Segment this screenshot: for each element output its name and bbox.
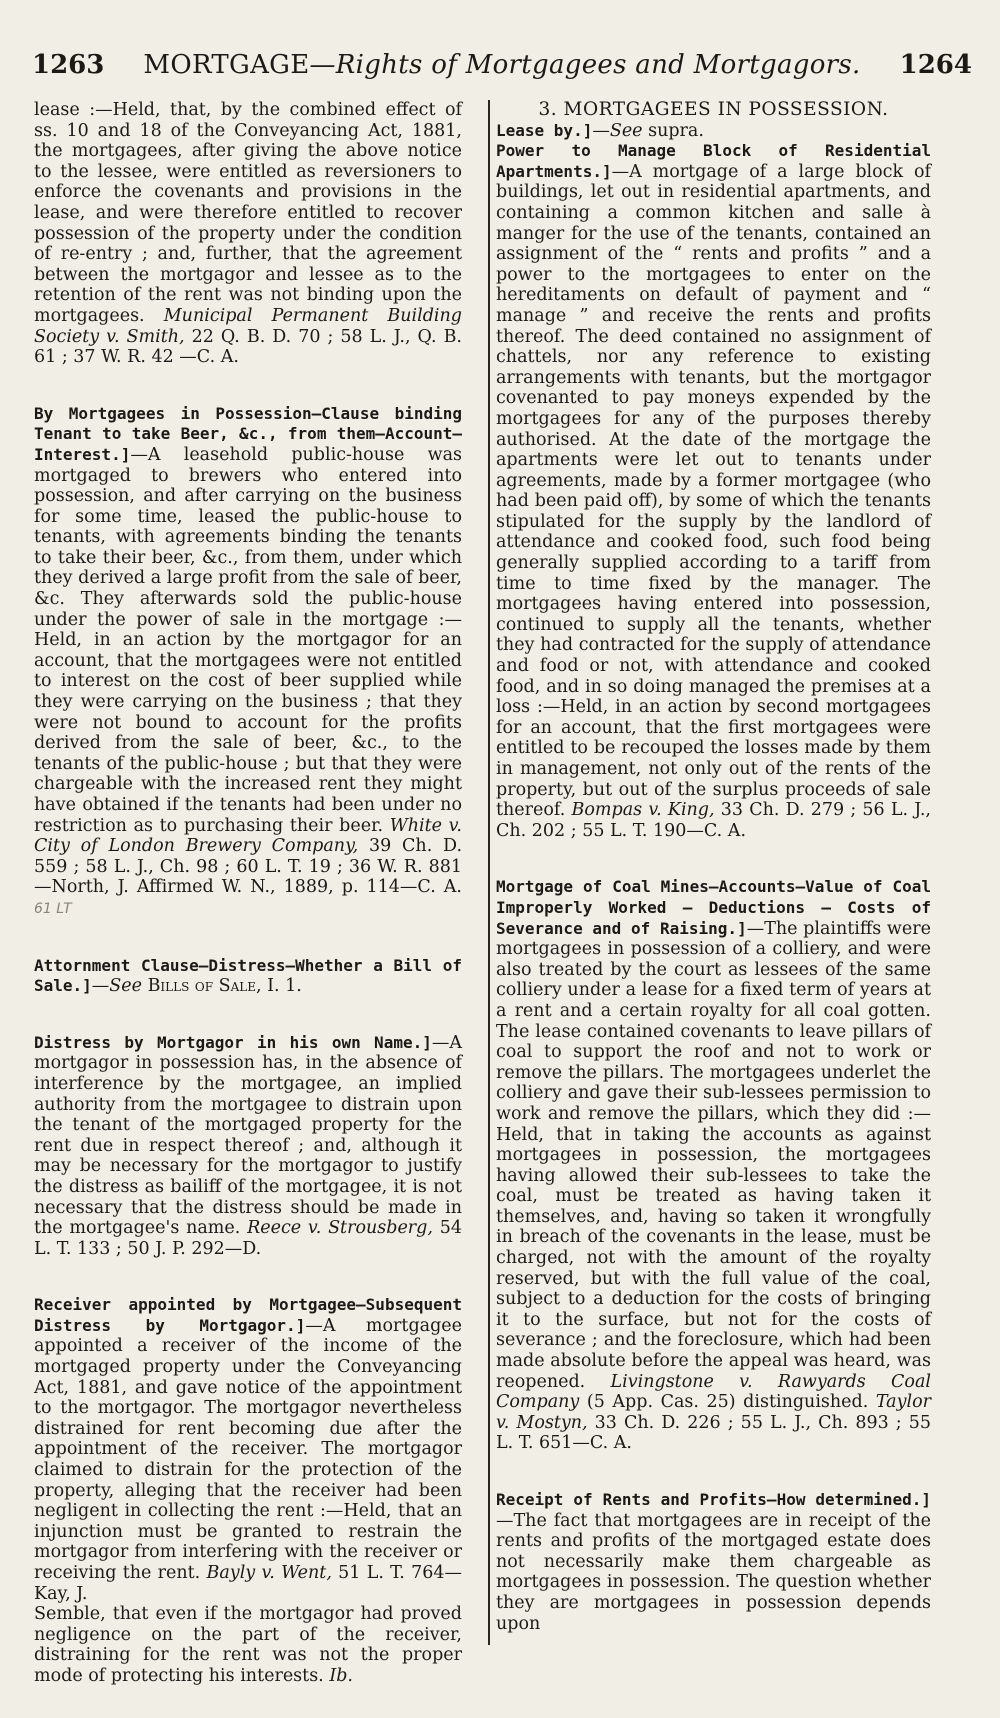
case-name: Livingstone v. Rawyards Coal Company — [496, 1371, 931, 1413]
entry-receipt-of-rents — [496, 1490, 931, 1634]
entry-body: —A mortgagee appointed a receiver of the income of the mortgaged property under the Conveyancing Act, 1881, and gave notice of the appointment to the mortgagor. The mortgagor nevertheless distrained for rent becoming due after the appointment of the receiver. The mortgagor claimed to distrain for the protection of the property, alleging that the receiver had been negligent in collecting the rent :—Held, that an injunction must be granted to restrain the mortgagor from interfering with the receiver or receiving the rent. — [34, 1315, 462, 1583]
citation: 33 Ch. D. 226 ; 55 L. J., Ch. 893 ; 55 L. T. 651—C. A. — [496, 1412, 932, 1454]
entry-heading: Receiver appointed by Mortgagee—Subsequent Distress by Mortgagor.] — [34, 1295, 462, 1335]
entry-body: —A mortgagor in possession has, in the absence of interference by the mortgagee, an implied authority from the mortgagee to distrain upon the tenant of the mortgaged property for the rent due in respect thereof ; and, although it may be necessary for the mortgagor to justify the distress as bailiff of the mortgagee, it is not necessary that the distress should be made in the mortgagee's name. — [34, 1032, 462, 1239]
entry-heading: Distress by Mortgagor in his own Name.] — [34, 1032, 432, 1052]
citation: 51 L. T. 764—Kay, J. — [34, 1563, 462, 1604]
running-title — [143, 50, 860, 80]
entry-semble — [34, 1604, 462, 1686]
page-header — [32, 50, 972, 94]
see-label: —See — [91, 976, 142, 997]
citation: 22 Q. B. D. 70 ; 58 L. J., Q. B. 61 ; 37 W. R. 42 —C. A. — [34, 326, 462, 368]
entry-heading: By Mortgagees in Possession—Clause binding Tenant to take Beer, &c., from them—Account—Interest.] — [34, 403, 462, 464]
entry-lease-by — [496, 121, 931, 142]
citation: 54 L. T. 133 ; 50 J. P. 292—D. — [34, 1218, 462, 1259]
handwritten-note: 61 LT — [34, 900, 72, 917]
citation: (5 App. Cas. 25) distinguished. — [579, 1392, 876, 1413]
entry-body: —The fact that mortgagees are in receipt of the rents and profits of the mortgaged estate does not necessarily make them chargeable as mortgagees in possession. The question whether they are mortgagees in possession depends upon — [496, 1510, 931, 1634]
see-label: —See — [592, 120, 643, 141]
case-name: Bayly v. Went, — [206, 1563, 332, 1583]
entry-heading: Power to Manage Block of Residential Apartments.] — [496, 141, 931, 181]
case-name: Municipal Permanent Building Society v. Smith, — [34, 305, 462, 347]
section-heading: 3. MORTGAGEES IN POSSESSION. — [538, 99, 889, 120]
right-page-number: 1264 — [899, 50, 972, 80]
entry-heading: Mortgage of Coal Mines—Accounts—Value of Coal Improperly Worked — Deductions — Costs of Severance and of Raising.] — [496, 877, 931, 938]
entry-heading: Lease by.] — [496, 120, 593, 140]
entry-receiver — [34, 1295, 462, 1604]
entry-heading: Receipt of Rents and Profits—How determined.] — [496, 1490, 931, 1509]
entry-body: —The plaintiffs were mortgagees in possession of a colliery, and were also treated by the court as lessees of the same colliery under a lease for a fixed term of years at a rent and a certain royalty for all coal gotten. The lease contained covenants to leave pillars of coal to support the roof and not to work or remove the pillars. The mortgagees underlet the colliery and gave their sub-lessees permission to work and remove the pillars, which they did :—Held, that in taking the accounts as against mortgagees in possession, the mortgagees having allowed their sub-lessees to take the coal, must be treated as having taken it themselves, and, having so taken it wrongfully in breach of the covenants in the lease, must be charged, not with the amount of the royalty reserved, but with the full value of the coal, subject to a deduction for the costs of bringing it to the surface, but not for the costs of severance ; and the foreclosure, which had been made absolute before the appeal was heard, was reopened. — [496, 918, 931, 1392]
column-divider — [488, 100, 490, 1645]
semble-text: Semble, that even if the mortgagor had proved negligence on the part of the receiver, distraining for the rent was not the proper mode of protecting his interests. — [34, 1604, 462, 1686]
right-column — [496, 100, 931, 1634]
running-title-main: MORTGAGE — [143, 50, 310, 80]
citation: 39 Ch. D. 559 ; 58 L. J., Ch. 98 ; 60 L. T. 19 ; 36 W. R. 881—North, J. Affirmed W. N., 1889, p. 114—C. A. — [34, 836, 463, 898]
case-name: Bompas v. King, — [571, 800, 715, 821]
cross-reference: supra. — [642, 120, 704, 141]
entry-body: —A leasehold public-house was mortgaged to brewers who entered into possession, and after carrying on the business for some time, leased the public-house to tenants, with agreements binding the tenants to take their beer, &c., from them, under which they derived a large profit from the sale of beer, &c. They afterwards sold the public-house under the power of sale in the mortgage :—Held, in an action by the mortgagor for an account, that the mortgagees were not entitled to interest on the cost of beer supplied while they were carrying on the business ; that they were not bound to account for the profits derived from the sale of beer, &c., to the tenants of the public-house ; but that they were chargeable with the increased rent they might have obtained if the tenants had been under no restriction as to purchasing their beer. — [34, 444, 462, 836]
ibid: Ib. — [329, 1665, 353, 1686]
citation: 33 Ch. D. 279 ; 56 L. J., Ch. 202 ; 55 L. T. 190—C. A. — [496, 800, 931, 841]
entry-body: lease :—Held, that, by the combined effect of ss. 10 and 18 of the Conveyancing Act, 1881, the mortgagees, after giving the above notice to the lessee, were entitled as reversioners to enforce the covenants and provisions in the lease, and were therefore entitled to recover possession of the property under the condition of re-entry ; and, further, that the agreement between the mortgagor and lessee as to the retention of the rent was not binding upon the mortgagees. — [34, 100, 462, 326]
entry-body: —A mortgage of a large block of buildings, let out in residential apartments, and containing a common kitchen and salle à manger for the use of the tenants, contained an assignment of the “ rents and profits ” and a power to the mortgagees to enter on the hereditaments on default of payment and “ manage ” and receive the rents and profits thereof. The deed contained no assignment of chattels, nor any reference to existing arrangements with tenants, but the mortgagor covenanted to pay moneys expended by the mortgagees for any of the purposes thereby authorised. At the date of the mortgage the apartments were let out to tenants under agreements, made by a former mortgagee (who had been paid off), by some of which the tenants stipulated for the supply by the landlord of attendance and cooked food, such food being generally supplied according to a tariff from time to time fixed by the manager. The mortgagees having entered into possession, continued to supply all the tenants, whether they had contracted for the supply of attendance and food or not, with attendance and cooked food, and in so doing managed the premises at a loss :—Held, in an action by second mortgagees for an account, that the first mortgagees were entitled to be recouped the losses made by them in management, not only out of the rents of the property, but out of the surplus proceeds of sale thereof. — [496, 161, 931, 821]
entry-beer-clause — [34, 404, 462, 920]
entry-residential-apartments — [496, 141, 931, 841]
entry-attornment — [34, 956, 462, 997]
case-name: White v. City of London Brewery Company, — [34, 815, 462, 857]
entry-heading: Attornment Clause—Distress—Whether a Bill of Sale.] — [34, 955, 462, 996]
running-title-subtitle: —Rights of Mortgagees and Mortgagors. — [309, 50, 861, 80]
cross-reference: Bills of Sale, I. 1. — [142, 976, 302, 997]
case-name: Taylor v. Mostyn, — [496, 1392, 931, 1433]
left-page-number: 1263 — [32, 50, 105, 80]
entry-continuation — [34, 100, 462, 368]
left-column — [34, 100, 462, 1687]
entry-coal-mines — [496, 877, 931, 1454]
case-name: Reece v. Strousberg, — [247, 1218, 433, 1239]
entry-distress-mortgagor — [34, 1033, 462, 1260]
